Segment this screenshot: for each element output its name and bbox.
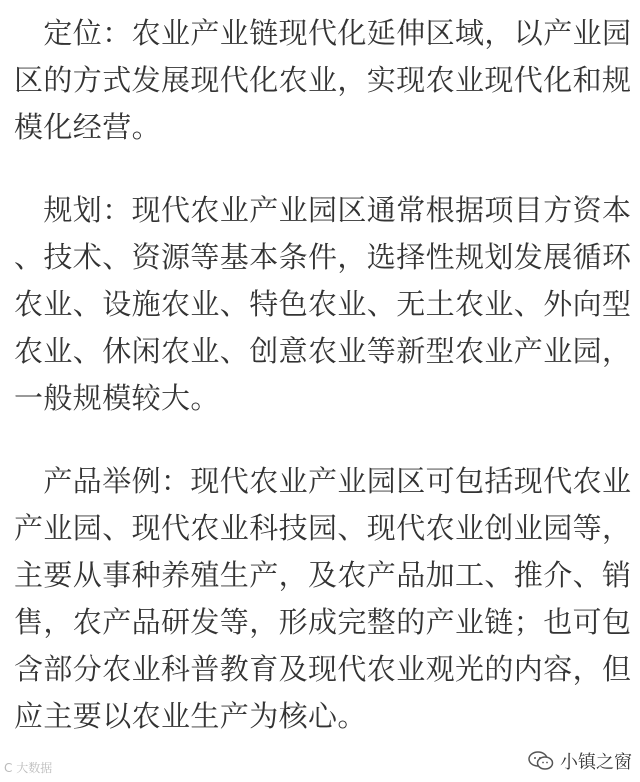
account-name: 小镇之窗: [560, 752, 632, 773]
text-line: 农业、休闲农业、创意农业等新型农业产业园，: [14, 334, 632, 368]
text-line: 区的方式发展现代化农业，实现农业现代化和规: [14, 63, 632, 97]
text-line: 售，农产品研发等，形成完整的产业链；也可包: [14, 605, 632, 639]
text-line: 定位：农业产业链现代化延伸区域，以产业园: [14, 16, 632, 50]
article-body: [14, 10, 632, 776]
text-line: 主要从事种养殖生产，及农产品加工、推介、销: [14, 558, 632, 592]
paragraph-planning: [14, 187, 632, 422]
text-line: 应主要以农业生产为核心。: [14, 699, 367, 733]
text-line: 产业园、现代农业科技园、现代农业创业园等，: [14, 511, 632, 545]
text-line: 、技术、资源等基本条件，选择性规划发展循环: [14, 240, 632, 274]
text-line: 模化经营。: [14, 110, 162, 144]
text-line: 农业、设施农业、特色农业、无土农业、外向型: [14, 287, 632, 321]
text-line: 产品举例：现代农业产业园区可包括现代农业: [14, 464, 632, 498]
watermark-left: C 大数据: [4, 761, 53, 775]
watermark-right: [528, 748, 632, 774]
text-line: 一般规模较大。: [14, 381, 220, 415]
wechat-icon: [528, 751, 554, 771]
paragraph-product-examples: [14, 458, 632, 740]
text-line: 含部分农业科普教育及现代农业观光的内容，但: [14, 652, 632, 686]
paragraph-positioning: [14, 10, 632, 151]
text-line: 规划：现代农业产业园区通常根据项目方资本: [14, 193, 632, 227]
